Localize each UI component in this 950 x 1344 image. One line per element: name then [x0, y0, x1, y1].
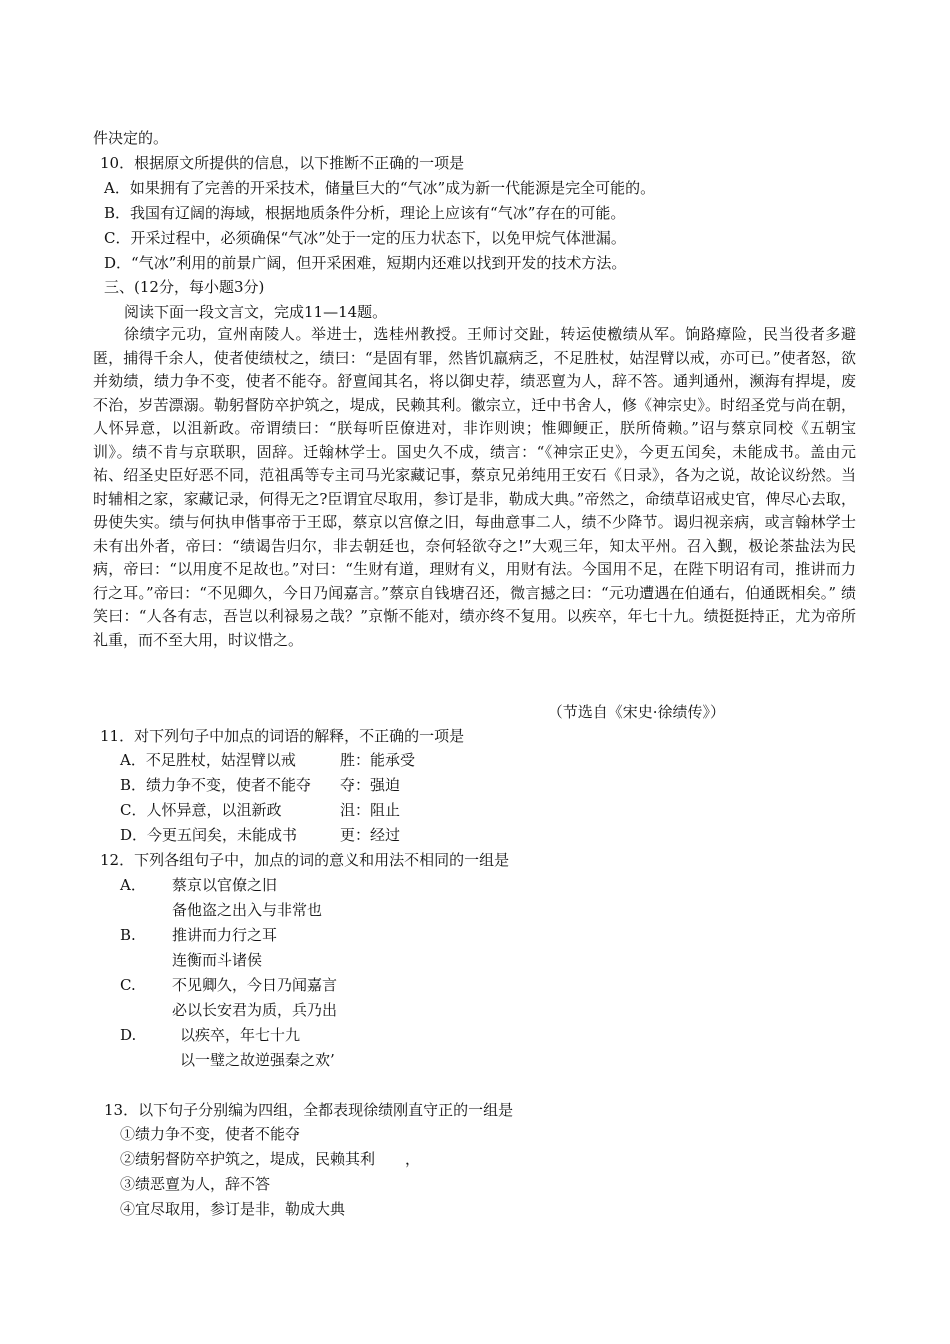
- intro-tail: 件决定的。: [93, 129, 169, 147]
- q11-option-b: B．绩力争不变，使者不能夺: [120, 776, 312, 794]
- q10-option-d: D．“气冰”利用的前景广阔，但开采困难，短期内还难以找到开发的技术方法。: [104, 254, 627, 272]
- q10-option-a: A．如果拥有了完善的开采技术，储量巨大的“气冰”成为新一代能源是完全可能的。: [104, 179, 656, 197]
- q12-option-a-line1: 蔡京以官僚之旧: [172, 876, 278, 894]
- q10-option-c: C．开采过程中，必须确保“气冰”处于一定的压力状态下，以免甲烷气体泄漏。: [104, 229, 626, 247]
- q11-option-a-gloss: 胜：能承受: [340, 751, 416, 769]
- q12-option-d-line1: 以疾卒，年七十九: [180, 1026, 301, 1044]
- passage-source: （节选自《宋史·徐绩传》）: [547, 703, 725, 721]
- q12-option-b-line1: 推讲而力行之耳: [172, 926, 278, 944]
- q13-item-3: ③绩恶亶为人，辞不答: [120, 1175, 271, 1193]
- q10-stem: 10．根据原文所提供的信息，以下推断不正确的一项是: [100, 154, 465, 172]
- q11-option-d: D．今更五闰矣，未能成书: [120, 826, 298, 844]
- q12-option-b-line2: 连衡而斗诸侯: [172, 951, 263, 969]
- section-3-header: 三、(12分，每小题3分): [104, 278, 265, 296]
- q11-option-d-gloss: 更：经过: [340, 826, 401, 844]
- section-3-instruction: 阅读下面一段文言文，完成11—14题。: [124, 303, 388, 321]
- q12-option-c-line2: 必以长安君为质，兵乃出: [172, 1001, 338, 1019]
- q13-item-1: ①绩力争不变，使者不能夺: [120, 1125, 301, 1143]
- q12-option-c-line1: 不见卿久，今日乃闻嘉言: [172, 976, 338, 994]
- q11-stem: 11．对下列句子中加点的词语的解释，不正确的一项是: [100, 727, 465, 745]
- q11-option-b-gloss: 夺：强迫: [340, 776, 401, 794]
- q11-option-c-gloss: 沮：阻止: [340, 801, 401, 819]
- q11-option-a: A．不足胜杖，姑涅臂以戒: [120, 751, 296, 769]
- q13-stem: 13．以下句子分别编为四组，全都表现徐绩刚直守正的一组是: [104, 1101, 514, 1119]
- q13-item-4: ④宜尽取用，参订是非，勒成大典: [120, 1200, 346, 1218]
- q12-option-a-line2: 备他盗之出入与非常也: [172, 901, 323, 919]
- classical-passage: 徐绩字元功，宣州南陵人。举进士，选桂州教授。王师讨交趾，转运使檄绩从军。饷路瘴险，民当役者多避匿，捕得千余人，使者使绩杖之，绩曰：“是固有罪，然皆饥羸病乏，不足胜杖，姑涅臂以戒，亦可已。”使者怒，欲并劾绩，绩力争不变，使者不能夺。舒亶闻其名，将以御史荐，绩恶亶为人，辞不答。通判通州，濒海有捍堤，废不治，岁苦漂溺。勒躬督防卒护筑之，堤成，民赖其利。徽宗立，迁中书舍人，修《神宗史》。时绍圣党与尚在朝，人怀异意，以沮新政。帝谓绩曰：“朕每听臣僚进对，非诈则谀；惟卿鲠正，朕所倚赖。”诏与蔡京同校《五朝宝训》。绩不肯与京联职，固辞。迁翰林学士。国史久不成，绩言：“《神宗正史》，今更五闰矣，未能成书。盖由元祐、绍圣史臣好恶不同，范祖禹等专主司马光家藏记事，蔡京兄弟纯用王安石《日录》，各为之说，故论议纷然。当时辅相之家，家藏记录，何得无之?臣谓宜尽取用，参订是非，勒成大典。”帝然之，命绩草诏戒史官，俾尽心去取，毋使失实。绩与何执申偕事帝于王邸，蔡京以宫僚之旧，每曲意事二人，绩不少降节。谒归视亲病，或言翰林学士未有出外者，帝曰：“绩谒告归尔，非去朝廷也，奈何轻欲夺之!”大观三年，知太平州。召入觐，极论茶盐法为民病，帝曰：“以用度不足故也。”对曰：“生财有道，理财有义，用财有法。今国用不足，在陛下明诏有司，推讲而力行之耳。”帝曰：“不见卿久，今日乃闻嘉言。”蔡京自钱塘召还，微言撼之曰：“元功遭遇在伯通右，伯通既相矣。” 绩笑曰：“人各有志，吾岂以利禄易之哉？”京惭不能对，绩亦终不复用。以疾卒，年七十九。绩挺挺持正，尤为帝所礼重，而不至大用，时议惜之。: [93, 325, 856, 649]
- q12-option-d-letter: D.: [120, 1026, 137, 1044]
- q12-option-a-letter: A．: [120, 876, 146, 894]
- q13-item-2: ②绩躬督防卒护筑之，堤成，民赖其利 ，: [120, 1150, 421, 1168]
- q12-option-b-letter: B.: [120, 926, 136, 944]
- q11-option-c: C．人怀异意，以沮新政: [120, 801, 282, 819]
- q12-stem: 12．下列各组句子中，加点的词的意义和用法不相同的一组是: [100, 851, 510, 869]
- q10-option-b: B．我国有辽阔的海域，根据地质条件分析，理论上应该有“气冰”存在的可能。: [104, 204, 626, 222]
- q12-option-d-line2: 以一璧之故逆强秦之欢’: [180, 1051, 335, 1069]
- q12-option-c-letter: C.: [120, 976, 136, 994]
